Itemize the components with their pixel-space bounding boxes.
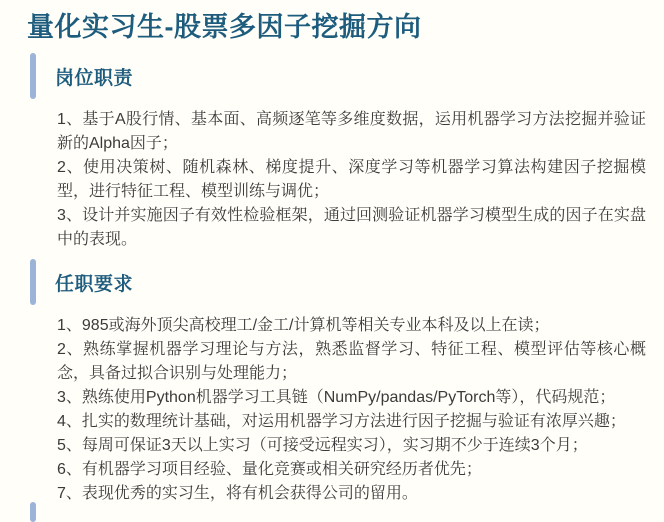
- requirements-list: [57, 314, 646, 506]
- list-item: 5、每周可保证3天以上实习（可接受远程实习），实习期不少于连续3个月；: [57, 437, 588, 454]
- section-responsibilities: [0, 53, 664, 252]
- section-requirements: [0, 259, 664, 506]
- section-heading-requirements: 任职要求: [55, 273, 134, 295]
- list-item: 2、使用决策树、随机森林、梯度提升、深度学习等机器学习算法构建因子挖掘模型，进行特征工程、模型训练与调优；: [57, 159, 646, 200]
- list-item: 7、表现优秀的实习生，将有机会获得公司的留用。: [57, 485, 418, 502]
- list-item: 1、基于A股行情、基本面、高频逐笔等多维度数据，运用机器学习方法挖掘并验证新的Alpha因子；: [57, 111, 646, 152]
- section-header: [0, 259, 664, 305]
- section-heading-responsibilities: 岗位职责: [55, 67, 134, 89]
- section-accent-bar-partial: [30, 502, 36, 522]
- list-item: 3、设计并实施因子有效性检验框架，通过回测验证机器学习模型生成的因子在实盘中的表现。: [57, 207, 646, 248]
- list-item: 3、熟练使用Python机器学习工具链（NumPy/pandas/PyTorch等），代码规范；: [57, 389, 616, 406]
- list-item: 4、扎实的数理统计基础，对运用机器学习方法进行因子挖掘与验证有浓厚兴趣；: [57, 413, 626, 430]
- responsibilities-list: [57, 108, 646, 252]
- list-item: 1、985或海外顶尖高校理工/金工/计算机等相关专业本科及以上在读；: [57, 317, 550, 334]
- section-accent-bar: [30, 53, 36, 99]
- section-accent-bar: [30, 259, 36, 305]
- list-item: 2、熟练掌握机器学习理论与方法，熟悉监督学习、特征工程、模型评估等核心概念，具备过拟合识别与处理能力；: [57, 341, 646, 382]
- section-header: [0, 53, 664, 99]
- page-title: 量化实习生-股票多因子挖掘方向: [27, 12, 422, 42]
- list-item: 6、有机器学习项目经验、量化竞赛或相关研究经历者优先；: [57, 461, 482, 478]
